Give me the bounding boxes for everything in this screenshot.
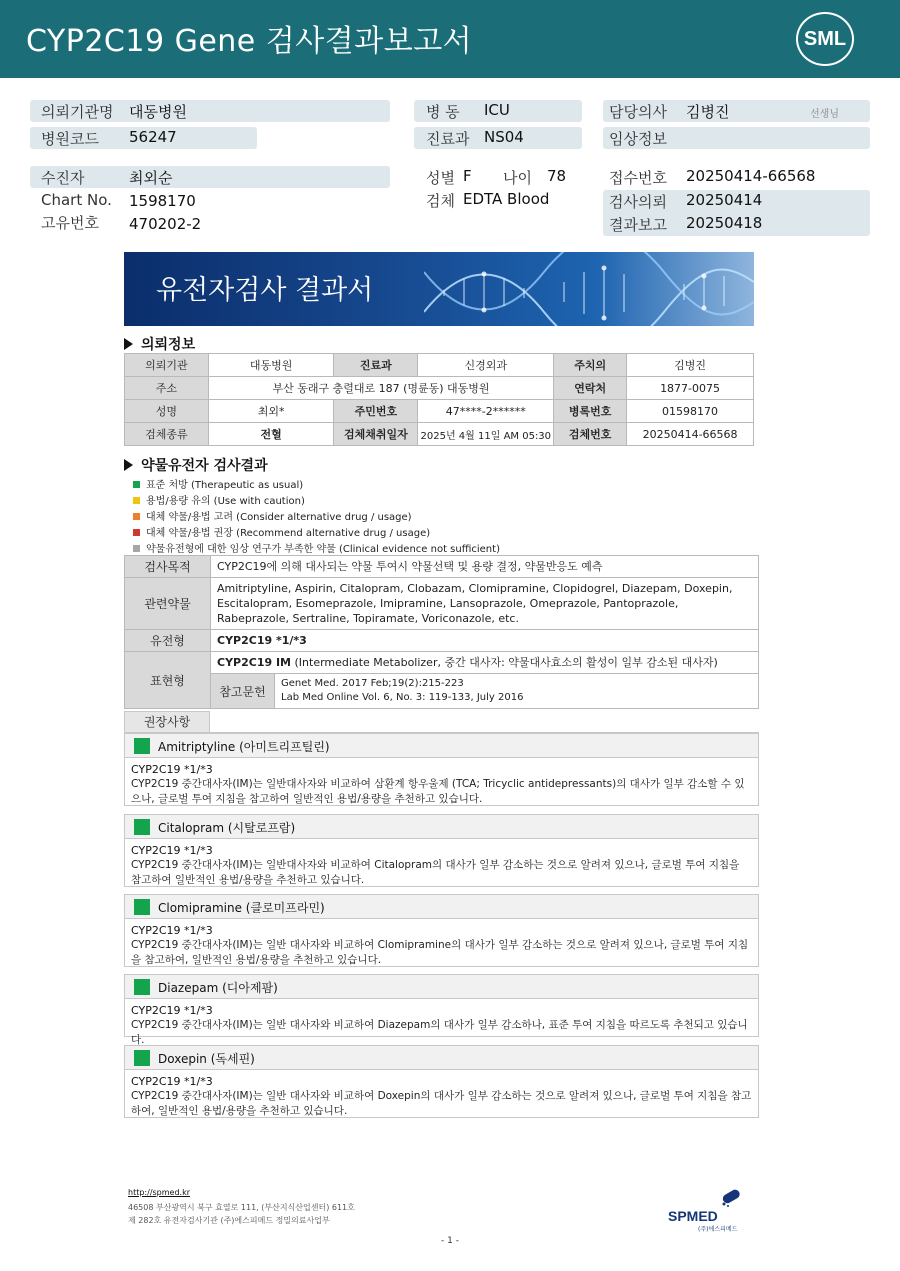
cell: 신경외과 <box>418 354 554 377</box>
drug-body <box>125 919 758 972</box>
cell: 최외* <box>208 400 334 423</box>
name-value: 최외순 <box>129 169 173 187</box>
drug-genotype: CYP2C19 *1/*3 <box>131 763 213 776</box>
spmed-logo: SPMED <box>668 1208 718 1224</box>
cell: 전혈 <box>208 423 334 446</box>
cell: 01598170 <box>627 400 754 423</box>
cell: 주치의 <box>554 354 627 377</box>
drug-text: CYP2C19 중간대사자(IM)는 일반 대사자와 비교하여 Clomipramine의 대사가 일부 감소하는 것으로 알려져 있으나, 글로벌 투여 지침을 참고하여, 일반적인 용법/용량을 추천하고 있습니다. <box>131 939 749 966</box>
drug-body <box>125 758 758 811</box>
age-label: 나이 <box>503 169 532 187</box>
recv-value: 20250414-66568 <box>686 167 816 185</box>
drug-header <box>125 815 758 839</box>
code-value: 56247 <box>129 128 177 146</box>
drug-name: Doxepin (독세핀) <box>158 1052 255 1066</box>
legend-item <box>133 540 500 555</box>
cell: 진료과 <box>334 354 418 377</box>
red-square-icon <box>133 529 140 536</box>
ref-label: 참고문헌 <box>211 674 275 709</box>
cell: 2025년 4월 11일 AM 05:30 <box>418 423 554 446</box>
dna-helix-icon <box>424 252 754 326</box>
name-label: 수진자 <box>41 169 85 187</box>
report-title: CYP2C19 Gene 검사결과보고서 <box>26 24 473 59</box>
spmed-capsule-icon <box>718 1186 746 1208</box>
drug-header <box>125 734 758 758</box>
triangle-bullet-icon <box>124 338 133 350</box>
drug-header <box>125 895 758 919</box>
results-section-label: 약물유전자 검사결과 <box>141 458 268 474</box>
green-square-icon <box>133 481 140 488</box>
cell: 검체채취일자 <box>334 423 418 446</box>
cell: 의뢰기관 <box>125 354 209 377</box>
chart-label: Chart No. <box>41 191 112 209</box>
table-row <box>125 377 754 400</box>
drug-genotype: CYP2C19 *1/*3 <box>131 844 213 857</box>
phenotype-desc: (Intermediate Metabolizer, 중간 대사자: 약물대사효소의 활성이 일부 감소된 대사자) <box>291 656 718 669</box>
drug-genotype: CYP2C19 *1/*3 <box>131 924 213 937</box>
table-row <box>125 652 759 674</box>
drug-card <box>124 974 759 1046</box>
doctor-label: 담당의사 <box>609 103 667 121</box>
cell: 김병진 <box>627 354 754 377</box>
drug-card <box>124 1045 759 1118</box>
cell: 20250414-66568 <box>627 423 754 446</box>
table-row <box>125 423 754 446</box>
id-value: 470202-2 <box>129 215 202 233</box>
legend-item <box>133 524 430 539</box>
result-banner <box>124 252 754 326</box>
order-label: 검사의뢰 <box>609 193 667 211</box>
ref-2: Lab Med Online Vol. 6, No. 3: 119-133, July 2016 <box>281 692 524 703</box>
cell: 대동병원 <box>208 354 334 377</box>
dept-label: 진료과 <box>426 130 470 148</box>
sex-label: 성별 <box>426 169 455 187</box>
legend-text: 용법/용량 유의 (Use with caution) <box>146 496 305 507</box>
green-square-icon <box>134 819 150 835</box>
drug-header <box>125 975 758 999</box>
drug-name: Amitriptyline (아미트리프틸린) <box>158 740 330 754</box>
cell: 연락처 <box>554 377 627 400</box>
drug-header <box>125 1046 758 1070</box>
footer-url[interactable]: http://spmed.kr <box>128 1188 191 1197</box>
cell: 검체번호 <box>554 423 627 446</box>
phenotype-label: 표현형 <box>125 652 211 709</box>
sex-value: F <box>463 167 472 185</box>
drug-text: CYP2C19 중간대사자(IM)는 일반 대사자와 비교하여 Doxepin의 대사가 일부 감소하는 것으로 알려져 있으나, 글로벌 투여 지침을 참고하여, 일반적인 용법/용량을 추천하고 있습니다. <box>131 1090 752 1117</box>
cell: 성명 <box>125 400 209 423</box>
cell: 병록번호 <box>554 400 627 423</box>
purpose-label: 검사목적 <box>125 556 211 578</box>
drug-body <box>125 1070 758 1123</box>
drug-name: Citalopram (시탈로프람) <box>158 821 296 835</box>
clinical-label: 임상정보 <box>609 130 667 148</box>
drug-card <box>124 733 759 806</box>
drugs-value: Amitriptyline, Aspirin, Citalopram, Clobazam, Clomipramine, Clopidogrel, Diazepam, Doxepin, Escitalopram, Esomeprazole, Imipramine, Lansoprazole, Omeprazole, Pantoprazole, Rabeprazole, Sertraline, Topiramate, Voriconazole, etc. <box>211 578 759 630</box>
drug-card <box>124 894 759 967</box>
yellow-square-icon <box>133 497 140 504</box>
specimen-label: 검체 <box>426 192 455 210</box>
age-value: 78 <box>547 167 567 185</box>
cell: 1877-0075 <box>627 377 754 400</box>
table-row <box>125 354 754 377</box>
report-value: 20250418 <box>686 214 763 232</box>
request-section-title <box>124 334 195 354</box>
header-bar <box>0 0 900 78</box>
inst-value: 대동병원 <box>129 103 187 121</box>
cell: 주민번호 <box>334 400 418 423</box>
table-row <box>125 400 754 423</box>
legend-text: 약물유전형에 대한 임상 연구가 부족한 약물 (Clinical evidence not sufficient) <box>146 544 500 555</box>
results-section-title <box>124 455 268 475</box>
drug-genotype: CYP2C19 *1/*3 <box>131 1075 213 1088</box>
gray-square-icon <box>133 545 140 552</box>
drug-genotype: CYP2C19 *1/*3 <box>131 1004 213 1017</box>
ref-value <box>275 674 759 709</box>
ref-1: Genet Med. 2017 Feb;19(2):215-223 <box>281 678 464 689</box>
table-row <box>125 630 759 652</box>
footer-address: 46508 부산광역시 북구 효열로 111, (부산지식산업센터) 611호 <box>128 1203 355 1212</box>
request-table <box>124 353 754 446</box>
cell: 부산 동래구 충렬대로 187 (명륜동) 대동병원 <box>208 377 553 400</box>
report-label: 결과보고 <box>609 216 667 234</box>
table-row <box>125 674 759 709</box>
footer-license: 제 282호 유전자검사기관 (주)에스피메드 정밀의료사업부 <box>128 1216 330 1225</box>
drugs-label: 관련약물 <box>125 578 211 630</box>
sml-logo-icon <box>796 12 854 66</box>
order-value: 20250414 <box>686 191 763 209</box>
legend-text: 표준 처방 (Therapeutic as usual) <box>146 480 304 491</box>
recommend-tab: 권장사항 <box>124 711 210 733</box>
cell: 47****-2****** <box>418 400 554 423</box>
legend-item <box>133 508 412 523</box>
spmed-logo-sub: (주)에스피메드 <box>698 1226 738 1233</box>
drug-text: CYP2C19 중간대사자(IM)는 일반대사자와 비교하여 삼환계 항우울제 (TCA; Tricyclic antidepressants)의 대사가 일부 감소할 수 있으나, 글로벌 투여 지침을 참고하여 일반적인 용법/용량을 추천하고 있습니다. <box>131 778 745 805</box>
ward-value: ICU <box>484 101 510 119</box>
page-number: - 1 - <box>441 1236 459 1246</box>
legend-item <box>133 476 303 491</box>
banner-title: 유전자검사 결과서 <box>156 275 374 306</box>
chart-value: 1598170 <box>129 192 196 210</box>
legend-text: 대체 약물/용법 고려 (Consider alternative drug / usage) <box>146 512 412 523</box>
inst-label: 의뢰기관명 <box>41 103 114 121</box>
doctor-suffix: 선생님 <box>810 109 839 120</box>
cell: 주소 <box>125 377 209 400</box>
phenotype-code: CYP2C19 IM <box>217 656 292 669</box>
green-square-icon <box>134 979 150 995</box>
legend-text: 대체 약물/용법 권장 (Recommend alternative drug / usage) <box>146 528 431 539</box>
purpose-value: CYP2C19에 의해 대사되는 약물 투여시 약물선택 및 용량 결정, 약물반응도 예측 <box>211 556 759 578</box>
doctor-value: 김병진 <box>686 103 730 121</box>
green-square-icon <box>134 738 150 754</box>
drug-text: CYP2C19 중간대사자(IM)는 일반대사자와 비교하여 Citalopram의 대사가 일부 감소하는 것으로 알려져 있으나, 글로벌 투여 지침을 참고하여 일반적인 용법/용량을 추천하고 있습니다. <box>131 859 740 886</box>
triangle-bullet-icon <box>124 459 133 471</box>
ward-label: 병 동 <box>426 103 460 121</box>
green-square-icon <box>134 1050 150 1066</box>
phenotype-value <box>211 652 759 674</box>
cell: 검체종류 <box>125 423 209 446</box>
request-section-label: 의뢰정보 <box>141 337 196 353</box>
drug-name: Diazepam (디아제팜) <box>158 981 278 995</box>
id-label: 고유번호 <box>41 214 99 232</box>
genotype-label: 유전형 <box>125 630 211 652</box>
drug-name: Clomipramine (클로미프라민) <box>158 901 325 915</box>
dept-value: NS04 <box>484 128 524 146</box>
orange-square-icon <box>133 513 140 520</box>
drug-body <box>125 839 758 892</box>
drug-text: CYP2C19 중간대사자(IM)는 일반 대사자와 비교하여 Diazepam의 대사가 일부 감소하나, 표준 투여 지침을 따르도록 추천되고 있습니다. <box>131 1019 748 1046</box>
genotype-value: CYP2C19 *1/*3 <box>211 630 759 652</box>
results-table <box>124 555 759 709</box>
table-row <box>125 556 759 578</box>
table-row <box>125 578 759 630</box>
green-square-icon <box>134 899 150 915</box>
legend-item <box>133 492 305 507</box>
recv-label: 접수번호 <box>609 169 667 187</box>
specimen-value: EDTA Blood <box>463 190 550 208</box>
sml-logo-text: SML <box>803 28 847 50</box>
code-label: 병원코드 <box>41 130 99 148</box>
drug-card <box>124 814 759 887</box>
